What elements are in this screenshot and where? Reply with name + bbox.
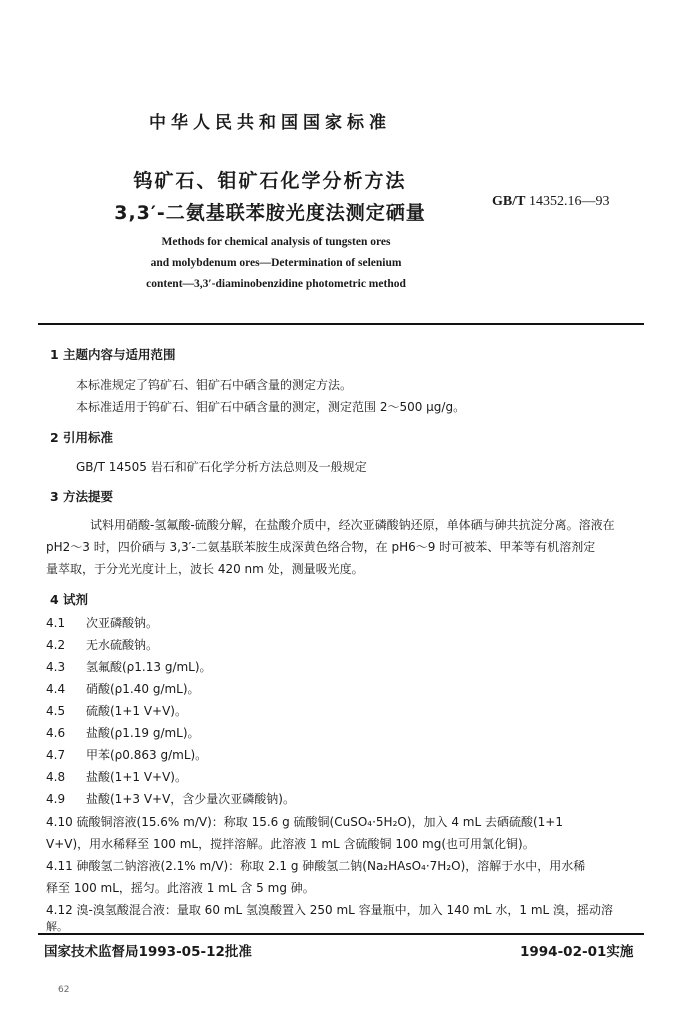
section-1-title: 1 主题内容与适用范围 [50,347,176,362]
reagent-number: 4.7 [46,748,66,762]
reagent-item [46,614,158,631]
page-number: 62 [58,985,70,995]
document-title-line1: 钨矿石、钼矿石化学分析方法 [133,170,407,192]
reagent-text: 次亚磷酸钠。 [86,616,159,630]
reagent-item [46,680,200,697]
document-title-line2: 3,3′-二氨基联苯胺光度法测定硒量 [114,202,426,224]
reagent-number: 4.8 [46,770,66,784]
reagent-text: 硫酸(1+1 V+V)。 [86,704,187,718]
reagent-number: 4.1 [46,616,66,630]
reagent-number: 4.9 [46,792,66,806]
reagent-4-10-line-2: V+V)，用水稀释至 100 mL，搅拌溶解。此溶液 1 mL 含硫酸铜 100 mg(也可用氯化铜)。 [46,837,535,851]
reagent-text: 氢氟酸(ρ1.13 g/mL)。 [86,660,212,674]
section-1-paragraph-1: 本标准规定了钨矿石、钼矿石中硒含量的测定方法。 [76,378,353,392]
reagent-item [46,746,207,763]
english-title-line1: Methods for chemical analysis of tungsten ores [161,236,391,248]
section-4-title: 4 试剂 [50,592,89,607]
reagent-item [46,724,200,741]
approval-note: 国家技术监督局1993-05-12批准 [44,944,252,960]
standard-code-number: 14352.16—93 [528,194,610,209]
national-standard-heading: 中华人民共和国国家标准 [149,113,391,133]
standard-code-prefix: GB/T [492,194,526,209]
implementation-date: 1994-02-01实施 [520,944,634,960]
section-2-paragraph: GB/T 14505 岩石和矿石化学分析方法总则及一般规定 [76,460,367,474]
standard-code [492,194,609,210]
reagent-text: 盐酸(ρ1.19 g/mL)。 [86,726,200,740]
reagent-text: 无水硫酸钠。 [86,638,159,652]
header-divider [38,323,644,325]
reagent-item [46,636,158,653]
reagent-number: 4.3 [46,660,66,674]
section-3-title: 3 方法提要 [50,489,114,504]
english-title-line3: content—3,3′-diaminobenzidine photometric method [146,278,406,290]
reagent-4-12-line-1: 4.12 溴-溴氢酸混合液：量取 60 mL 氢溴酸置入 250 mL 容量瓶中，加入 140 mL 水，1 mL 溴，摇动溶 [46,903,614,917]
reagent-item [46,768,187,785]
footer-divider [38,933,644,935]
section-3-line-3: 量萃取，于分光光度计上，波长 420 nm 处，测量吸光度。 [46,562,364,576]
section-2-title: 2 引用标准 [50,430,114,445]
reagent-4-10-line-1: 4.10 硫酸铜溶液(15.6% m/V)：称取 15.6 g 硫酸铜(CuSO₄·5H₂O)，加入 4 mL 去硒硫酸(1+1 [46,815,563,829]
reagent-number: 4.6 [46,726,66,740]
reagent-number: 4.4 [46,682,66,696]
section-3-line-1: 试料用硝酸-氢氟酸-硫酸分解，在盐酸介质中，经次亚磷酸钠还原，单体硒与砷共抗淀分离。溶液在 [90,518,615,532]
section-1-paragraph-2: 本标准适用于钨矿石、钼矿石中硒含量的测定，测定范围 2～500 μg/g。 [76,400,466,414]
reagent-text: 盐酸(1+3 V+V，含少量次亚磷酸钠)。 [86,792,295,806]
reagent-text: 盐酸(1+1 V+V)。 [86,770,187,784]
reagent-number: 4.5 [46,704,66,718]
section-3-line-2: pH2～3 时，四价硒与 3,3′-二氨基联苯胺生成深黄色络合物，在 pH6～9 时可被苯、甲苯等有机溶剂定 [46,540,596,554]
reagent-4-12-line-2: 解。 [46,920,68,933]
reagent-4-11-line-2: 释至 100 mL，摇匀。此溶液 1 mL 含 5 mg 砷。 [46,881,315,895]
english-title-line2: and molybdenum ores—Determination of selenium [150,257,402,269]
reagent-text: 硝酸(ρ1.40 g/mL)。 [86,682,200,696]
reagent-item [46,790,295,807]
reagent-4-11-line-1: 4.11 砷酸氢二钠溶液(2.1% m/V)：称取 2.1 g 砷酸氢二钠(Na₂HAsO₄·7H₂O)，溶解于水中，用水稀 [46,859,586,873]
reagent-item [46,702,187,719]
reagent-number: 4.2 [46,638,66,652]
reagent-text: 甲苯(ρ0.863 g/mL)。 [86,748,208,762]
reagent-item [46,658,212,675]
